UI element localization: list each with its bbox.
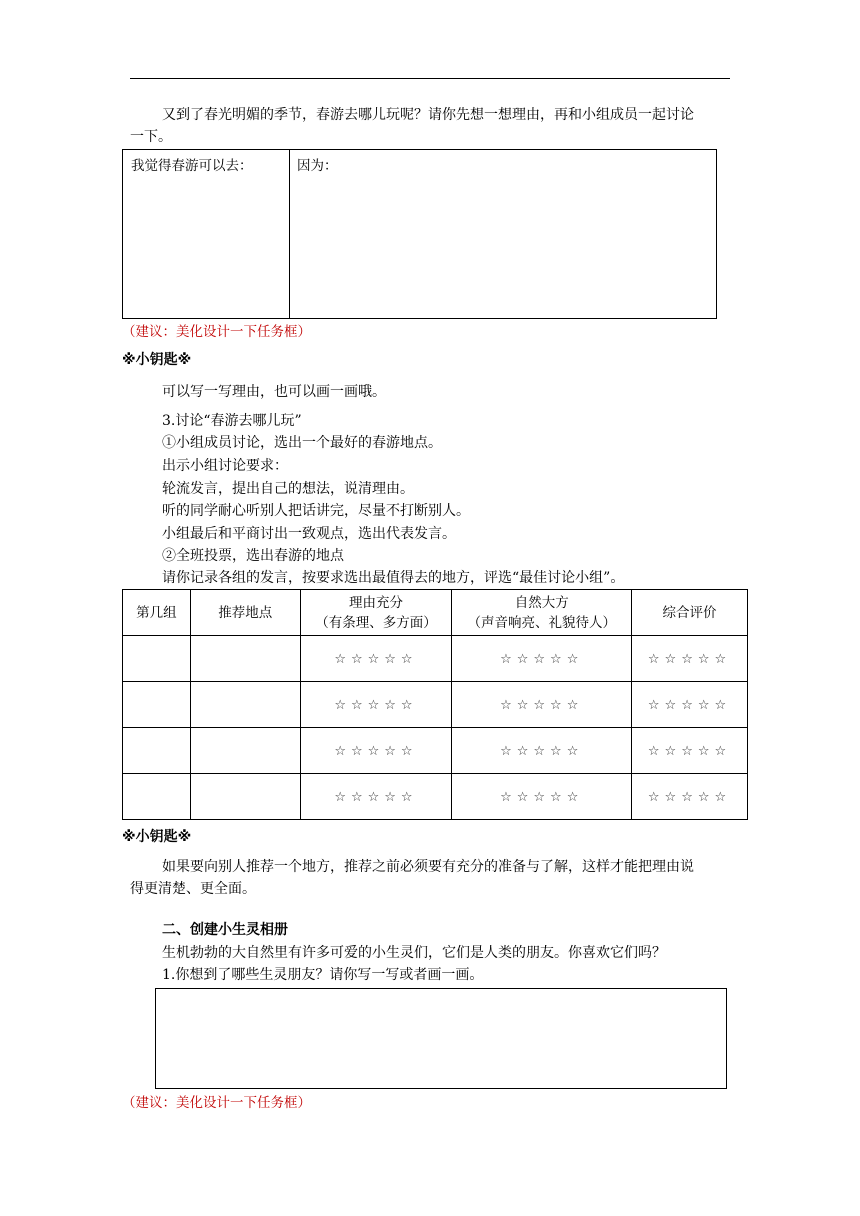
section2-q1: 1.你想到了哪些生灵朋友？请你写一写或者画一画。: [162, 967, 484, 983]
rating-overall[interactable]: [632, 728, 748, 774]
header-rule: [130, 78, 730, 79]
header-reason: 理由充分 （有条理、多方面）: [300, 590, 452, 636]
rating-manner[interactable]: [452, 682, 632, 728]
section3-step2: ②全班投票，选出春游的地点: [162, 548, 344, 564]
table-row: [123, 682, 748, 728]
star-rating[interactable]: ☆☆☆☆☆: [500, 789, 584, 805]
suggestion-note-2: （建议：美化设计一下任务框）: [122, 1095, 311, 1111]
table-row: [123, 728, 748, 774]
section3-title: 3.讨论“春游去哪儿玩”: [162, 413, 302, 429]
cell-place[interactable]: [190, 774, 300, 820]
section2-intro: 生机勃勃的大自然里有许多可爱的小生灵们，它们是人类的朋友。你喜欢它们吗？: [162, 945, 666, 961]
rating-overall[interactable]: [632, 636, 748, 682]
rating-overall[interactable]: [632, 682, 748, 728]
table-header-row: [123, 590, 748, 636]
rating-overall[interactable]: [632, 774, 748, 820]
tip-title-1: ※小钥匙※: [122, 352, 192, 368]
tip-text-1: 可以写一写理由，也可以画一画哦。: [162, 384, 386, 400]
star-rating[interactable]: ☆☆☆☆☆: [647, 789, 732, 805]
star-rating[interactable]: ☆☆☆☆☆: [647, 743, 732, 759]
star-rating[interactable]: ☆☆☆☆☆: [334, 651, 418, 667]
cell-group[interactable]: [123, 728, 191, 774]
rating-manner[interactable]: [452, 774, 632, 820]
tip2-line-2: 得更清楚、更全面。: [130, 881, 256, 897]
star-rating[interactable]: ☆☆☆☆☆: [647, 697, 732, 713]
section3-req2: 听的同学耐心听别人把话讲完，尽量不打断别人。: [162, 503, 470, 519]
intro-line-1: 又到了春光明媚的季节，春游去哪儿玩呢？请你先想一想理由，再和小组成员一起讨论: [162, 107, 694, 123]
star-rating[interactable]: ☆☆☆☆☆: [500, 697, 584, 713]
header-overall: 综合评价: [632, 590, 748, 636]
cell-group[interactable]: [123, 636, 191, 682]
star-rating[interactable]: ☆☆☆☆☆: [647, 651, 732, 667]
section3-req-title: 出示小组讨论要求：: [162, 458, 288, 474]
header-manner: 自然大方 （声音响亮、礼貌待人）: [452, 590, 632, 636]
tip2-line-1: 如果要向别人推荐一个地方，推荐之前必须要有充分的准备与了解，这样才能把理由说: [162, 859, 694, 875]
task-box-divider: [289, 150, 290, 318]
table-row: [123, 636, 748, 682]
star-rating[interactable]: ☆☆☆☆☆: [334, 789, 418, 805]
section3-req3: 小组最后和平商讨出一致观点，选出代表发言。: [162, 526, 456, 542]
rating-reason[interactable]: [300, 636, 452, 682]
star-rating[interactable]: ☆☆☆☆☆: [500, 743, 584, 759]
rating-reason[interactable]: [300, 728, 452, 774]
header-place: 推荐地点: [190, 590, 300, 636]
drawing-box[interactable]: [155, 988, 727, 1089]
section3-step1: ①小组成员讨论，选出一个最好的春游地点。: [162, 435, 442, 451]
rating-reason[interactable]: [300, 774, 452, 820]
star-rating[interactable]: ☆☆☆☆☆: [334, 697, 418, 713]
table-row: [123, 774, 748, 820]
task-box[interactable]: [122, 149, 717, 319]
tip-title-2: ※小钥匙※: [122, 829, 192, 845]
suggestion-note-1: （建议：美化设计一下任务框）: [122, 324, 311, 340]
rating-manner[interactable]: [452, 636, 632, 682]
star-rating[interactable]: ☆☆☆☆☆: [334, 743, 418, 759]
cell-place[interactable]: [190, 682, 300, 728]
cell-group[interactable]: [123, 774, 191, 820]
section3-instruction: 请你记录各组的发言，按要求选出最值得去的地方，评选“最佳讨论小组”。: [162, 570, 625, 586]
cell-place[interactable]: [190, 728, 300, 774]
intro-line-2: 一下。: [130, 129, 172, 145]
evaluation-table: [122, 589, 748, 820]
star-rating[interactable]: ☆☆☆☆☆: [500, 651, 584, 667]
task-box-right-label: 因为：: [297, 158, 338, 174]
header-group: 第几组: [123, 590, 191, 636]
rating-manner[interactable]: [452, 728, 632, 774]
cell-place[interactable]: [190, 636, 300, 682]
task-box-left-label: 我觉得春游可以去：: [131, 158, 253, 174]
cell-group[interactable]: [123, 682, 191, 728]
section2-title: 二、创建小生灵相册: [162, 922, 288, 938]
rating-reason[interactable]: [300, 682, 452, 728]
section3-req1: 轮流发言，提出自己的想法，说清理由。: [162, 481, 414, 497]
